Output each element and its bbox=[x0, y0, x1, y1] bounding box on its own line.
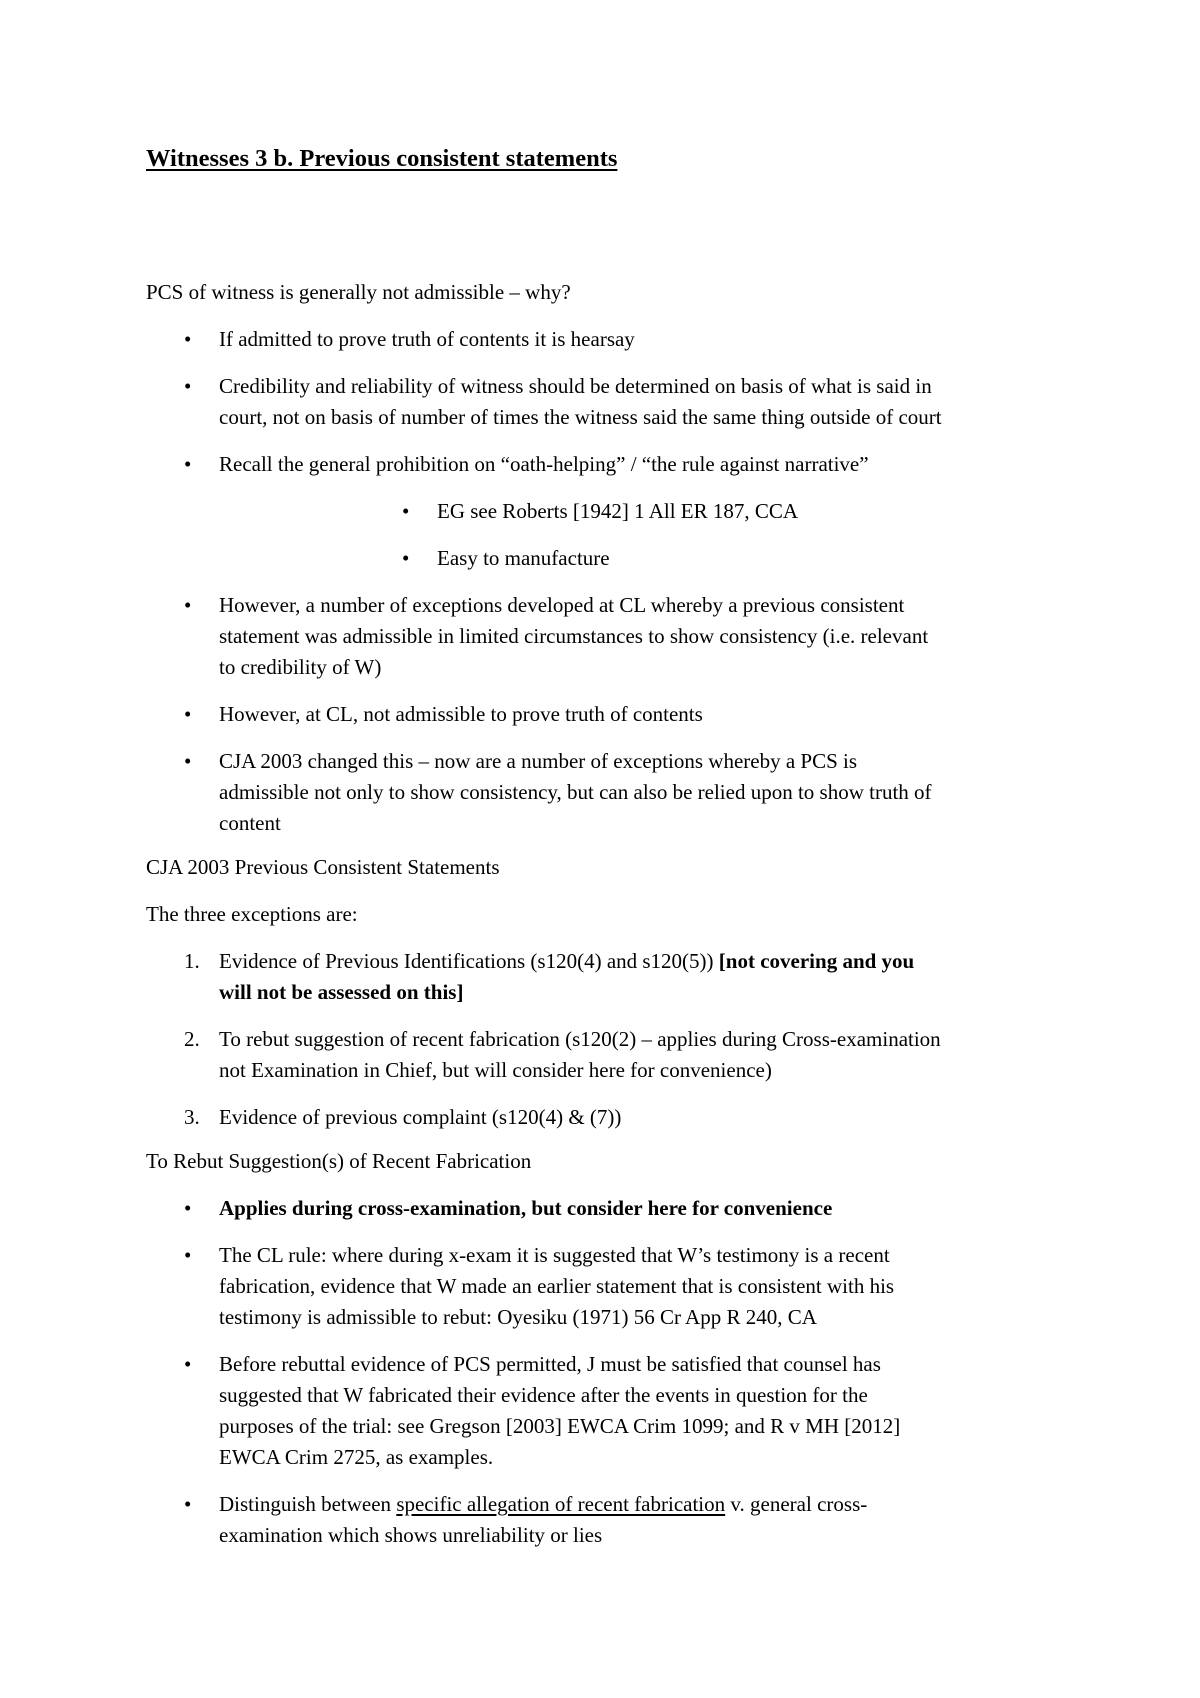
bullet-marker: • bbox=[184, 1352, 192, 1376]
bullet-item: Distinguish between specific allegation of recent fabrication v. general cross- examination which shows unreliability or lies bbox=[219, 1492, 868, 1547]
bullet-item: However, at CL, not admissible to prove truth of contents bbox=[219, 702, 703, 726]
bullet-marker: • bbox=[184, 452, 192, 476]
list-number: 3. bbox=[184, 1105, 200, 1129]
numbered-item: Evidence of previous complaint (s120(4) & (7)) bbox=[219, 1105, 622, 1129]
sub-bullet-marker: • bbox=[402, 499, 410, 523]
bullet-marker: • bbox=[184, 702, 192, 726]
list-number: 2. bbox=[184, 1027, 200, 1051]
bullet-marker: • bbox=[184, 1243, 192, 1267]
cja-heading: CJA 2003 Previous Consistent Statements bbox=[146, 855, 500, 879]
sub-bullet-item: EG see Roberts [1942] 1 All ER 187, CCA bbox=[437, 499, 799, 523]
bullet-item: However, a number of exceptions developed at CL whereby a previous consistent statement was admissible in limited circumstances to show consistency (i.e. relevant to credibility of W) bbox=[219, 593, 929, 679]
rebut-heading: To Rebut Suggestion(s) of Recent Fabrication bbox=[146, 1149, 532, 1173]
sub-bullet-item: Easy to manufacture bbox=[437, 546, 610, 570]
bullet-item: Credibility and reliability of witness should be determined on basis of what is said in court, not on basis of number of times the witness said the same thing outside of court bbox=[219, 374, 942, 429]
intro-paragraph: PCS of witness is generally not admissible – why? bbox=[146, 280, 571, 304]
numbered-item: Evidence of Previous Identifications (s120(4) and s120(5)) [not covering and you will not be assessed on this] bbox=[219, 949, 915, 1004]
bullet-marker: • bbox=[184, 327, 192, 351]
bullet-item: If admitted to prove truth of contents it is hearsay bbox=[219, 327, 635, 351]
bullet-item: Applies during cross-examination, but consider here for convenience bbox=[219, 1196, 833, 1220]
bullet-marker: • bbox=[184, 1196, 192, 1220]
bullet-item: CJA 2003 changed this – now are a number of exceptions whereby a PCS is admissible not only to show consistency, but can also be relied upon to show truth of content bbox=[219, 749, 932, 835]
bullet-item: The CL rule: where during x-exam it is suggested that W’s testimony is a recent fabrication, evidence that W made an earlier statement that is consistent with his testimony is admissible to rebut: Oyesiku (1971) 56 Cr App R 240, CA bbox=[219, 1243, 895, 1329]
bullet-marker: • bbox=[184, 749, 192, 773]
bullet-marker: • bbox=[184, 593, 192, 617]
numbered-item: To rebut suggestion of recent fabrication (s120(2) – applies during Cross-examination not Examination in Chief, but will consider here for convenience) bbox=[219, 1027, 941, 1082]
three-exceptions-intro: The three exceptions are: bbox=[146, 902, 358, 926]
sub-bullet-marker: • bbox=[402, 546, 410, 570]
bullet-item: Recall the general prohibition on “oath-helping” / “the rule against narrative” bbox=[219, 452, 869, 476]
list-number: 1. bbox=[184, 949, 200, 973]
underlined-phrase: specific allegation of recent fabrication bbox=[396, 1492, 726, 1516]
bullet-item: Before rebuttal evidence of PCS permitted, J must be satisfied that counsel has suggested that W fabricated their evidence after the events in question for the purposes of the trial: see Gregson [2003] EWCA Crim 1099; and R v MH [2012] EWCA Crim 2725, as examples. bbox=[219, 1352, 901, 1469]
document-title: Witnesses 3 b. Previous consistent statements bbox=[146, 145, 618, 172]
bullet-marker: • bbox=[184, 1492, 192, 1516]
bullet-marker: • bbox=[184, 374, 192, 398]
